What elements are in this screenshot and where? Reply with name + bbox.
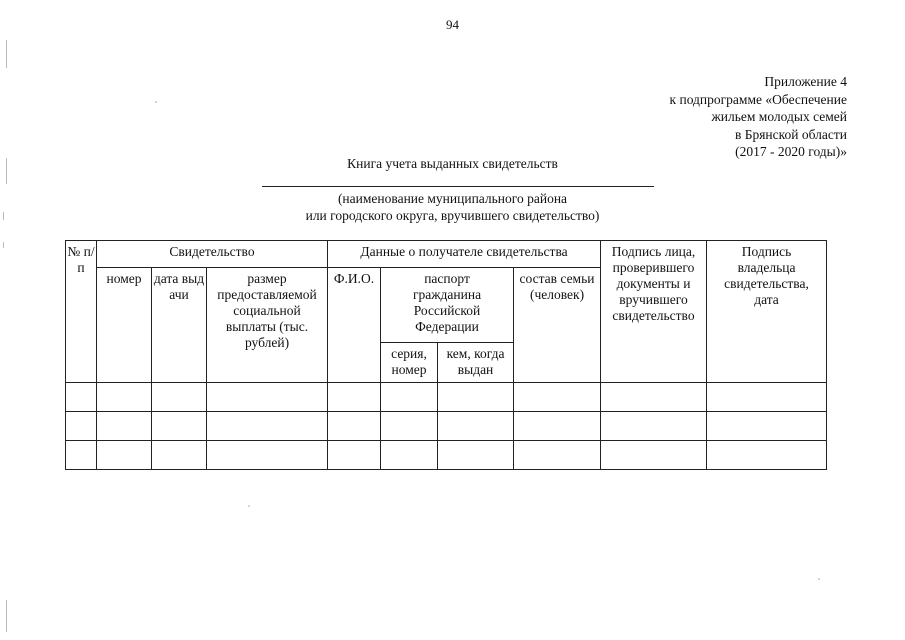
scan-artifact <box>3 212 4 220</box>
table-cell <box>707 441 827 470</box>
table-cell <box>66 441 97 470</box>
table-cell <box>381 383 438 412</box>
scan-artifact <box>818 578 820 580</box>
table-cell <box>438 412 514 441</box>
table-cell <box>207 441 328 470</box>
header-row <box>66 241 827 268</box>
table-cell <box>707 383 827 412</box>
table-cell <box>381 441 438 470</box>
table-cell <box>97 412 152 441</box>
col-header-passport-series: серия, номер <box>381 343 438 383</box>
scan-artifact <box>155 101 157 103</box>
scan-artifact <box>3 242 4 248</box>
table-cell <box>97 383 152 412</box>
scan-artifact <box>6 158 7 184</box>
col-header-checker-signature: Подпись лица, проверившего документы и вручившего свидетельство <box>601 241 707 383</box>
table-cell <box>328 412 381 441</box>
table-cell <box>438 383 514 412</box>
table-cell <box>97 441 152 470</box>
table-row <box>66 441 827 470</box>
appendix-note <box>670 73 847 161</box>
col-header-passport: паспорт гражданина Российской Федерации <box>381 268 514 343</box>
appendix-line: к подпрограмме «Обеспечение <box>669 91 847 107</box>
col-header-family: состав семьи (человек) <box>514 268 601 383</box>
table-cell <box>66 383 97 412</box>
col-header-certificate: Свидетельство <box>97 241 328 268</box>
table-cell <box>601 383 707 412</box>
appendix-line: (2017 - 2020 годы)» <box>735 144 847 159</box>
table-cell <box>514 441 601 470</box>
table-row <box>66 383 827 412</box>
table-cell <box>66 412 97 441</box>
table-cell <box>152 383 207 412</box>
document-title: Книга учета выданных свидетельств <box>347 156 558 171</box>
table-cell <box>152 412 207 441</box>
table-cell <box>381 412 438 441</box>
table-cell <box>514 412 601 441</box>
col-header-cert-date: дата выдачи <box>152 268 207 383</box>
col-header-cert-number: номер <box>97 268 152 383</box>
municipality-caption <box>0 190 905 224</box>
certificate-register-table <box>65 240 827 470</box>
table-cell <box>707 412 827 441</box>
table-row <box>66 412 827 441</box>
table-cell <box>207 412 328 441</box>
caption-line: или городского округа, вручившего свидетельство) <box>305 208 600 223</box>
page-number: 94 <box>446 17 459 32</box>
table-cell <box>207 383 328 412</box>
table-cell <box>601 441 707 470</box>
col-header-passport-issued: кем, когда выдан <box>438 343 514 383</box>
table-cell <box>514 383 601 412</box>
scan-artifact <box>6 600 7 632</box>
table-cell <box>152 441 207 470</box>
table-cell <box>438 441 514 470</box>
col-header-cert-amount: размер предоставляемой социальной выплаты (тыс. рублей) <box>207 268 328 383</box>
table-cell <box>328 383 381 412</box>
caption-line: (наименование муниципального района <box>337 191 568 206</box>
appendix-line: в Брянской области <box>734 126 847 142</box>
table-cell <box>328 441 381 470</box>
table-cell <box>601 412 707 441</box>
col-header-fio: Ф.И.О. <box>328 268 381 383</box>
appendix-line: жильем молодых семей <box>711 109 847 124</box>
scan-artifact <box>6 40 7 68</box>
col-header-recipient: Данные о получателе свидетельства <box>328 241 601 268</box>
municipality-fill-line <box>262 186 654 187</box>
appendix-line: Приложение 4 <box>764 74 847 89</box>
scan-artifact <box>248 505 250 507</box>
col-header-owner-signature: Подпись владельца свидетельства, дата <box>707 241 827 383</box>
col-header-number: № п/п <box>66 241 97 383</box>
